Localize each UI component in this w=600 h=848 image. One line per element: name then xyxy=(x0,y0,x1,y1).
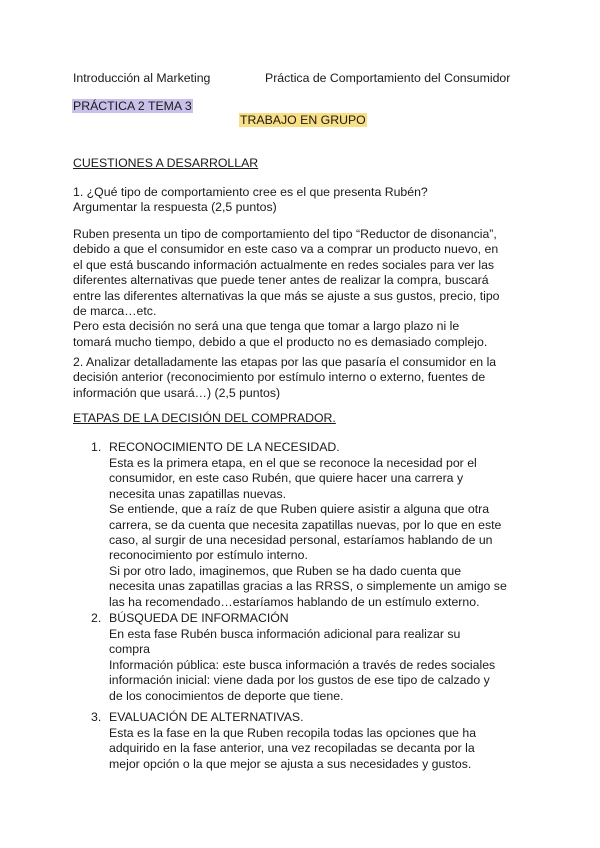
stage-line: carrera, se da cuenta que necesita zapatillas nuevas, por lo que en este xyxy=(109,517,502,532)
stage-line: Esta es la primera etapa, en el que se reconoce la necesidad por el xyxy=(109,456,477,470)
stage-line: necesita unas zapatillas gracias a las RRSS, o simplemente un amigo se xyxy=(109,579,507,594)
question-1-line: Argumentar la respuesta (2,5 puntos) xyxy=(73,200,277,215)
stage-line: caso, al surgir de una necesidad personal, estaríamos hablando de un xyxy=(109,533,493,548)
stage-line: de los conocimientos de deporte que tiene. xyxy=(109,688,344,703)
stage-number: 3. xyxy=(91,710,102,724)
stage-title: RECONOCIMIENTO DE LA NECESIDAD. xyxy=(109,440,340,454)
stage-number: 2. xyxy=(91,611,102,625)
answer-1 xyxy=(73,227,543,350)
answer-1-line: de marca…etc. xyxy=(73,304,157,319)
stage-body xyxy=(109,627,495,704)
stage-number: 1. xyxy=(91,440,102,454)
question-2-line: 2. Analizar detalladamente las etapas por las que pasaría el consumidor en la xyxy=(73,355,497,369)
stage-line: las ha recomendado…estaríamos hablando de un estímulo externo. xyxy=(109,594,480,609)
stage-body xyxy=(109,456,507,610)
stage-body xyxy=(109,726,476,772)
stage-line: compra xyxy=(109,642,151,657)
stage-line: consumidor, en este caso Rubén, que quiere hacer una carrera y xyxy=(109,471,464,486)
answer-1-line: Ruben presenta un tipo de comportamiento del tipo “Reductor de disonancia”, xyxy=(73,227,497,241)
stages-heading: ETAPAS DE LA DECISIÓN DEL COMPRADOR. xyxy=(73,411,336,425)
stage-line: Se entiende, que a raíz de que Ruben quiere asistir a alguna que otra xyxy=(109,502,490,517)
answer-1-line: tomará mucho tiempo, debido a que el producto no es demasiado complejo. xyxy=(73,334,488,349)
answer-1-line: diferentes alternativas que puede tener antes de realizar la compra, buscará xyxy=(73,273,489,288)
answer-1-line: el que está buscando información actualmente en redes sociales para ver las xyxy=(73,257,495,272)
stage-line: En esta fase Rubén busca información adicional para realizar su xyxy=(109,627,461,641)
answer-1-line: debido a que el consumidor en este caso va a comprar un producto nuevo, en xyxy=(73,242,499,257)
group-label xyxy=(239,113,367,127)
practice-label xyxy=(72,99,193,113)
answer-1-line: entre las diferentes alternativas la que más se ajuste a sus gustos, precio, tipo xyxy=(73,288,500,303)
stage-line: Información pública: este busca información a través de redes sociales xyxy=(109,657,496,672)
question-2 xyxy=(73,355,543,401)
stage-line: Si por otro lado, imaginemos, que Ruben se ha dado cuenta que xyxy=(109,563,462,578)
stage-line: información inicial: viene dada por los gustos de ese tipo de calzado y xyxy=(109,673,490,688)
header-course: Introducción al Marketing xyxy=(73,71,211,85)
question-2-line: decisión anterior (reconocimiento por estímulo interno o externo, fuentes de xyxy=(73,370,486,385)
stage-title: EVALUACIÓN DE ALTERNATIVAS. xyxy=(109,710,304,724)
stage-line: Esta es la fase en la que Ruben recopila todas las opciones que ha xyxy=(109,726,477,740)
header-practice-title: Práctica de Comportamiento del Consumidor xyxy=(265,71,511,85)
question-1 xyxy=(73,185,543,216)
stage-line: reconocimiento por estímulo interno. xyxy=(109,548,308,563)
stage-line: adquirido en la fase anterior, una vez recopiladas se decanta por la xyxy=(109,741,475,756)
group-label-text: TRABAJO EN GRUPO xyxy=(240,113,366,127)
section-heading: CUESTIONES A DESARROLLAR xyxy=(73,156,259,170)
stage-line: mejor opción o la que mejor se ajusta a sus necesidades y gustos. xyxy=(109,756,472,771)
stage-title: BÚSQUEDA DE INFORMACIÓN xyxy=(109,611,289,625)
question-2-line: información que usará…) (2,5 puntos) xyxy=(73,385,281,400)
question-1-line: 1. ¿Qué tipo de comportamiento cree es el que presenta Rubén? xyxy=(73,185,428,199)
stage-line: necesita unas zapatillas nuevas. xyxy=(109,486,287,501)
answer-1-line: Pero esta decisión no será una que tenga que tomar a largo plazo ni le xyxy=(73,319,460,334)
practice-label-text: PRÁCTICA 2 TEMA 3 xyxy=(73,99,192,113)
